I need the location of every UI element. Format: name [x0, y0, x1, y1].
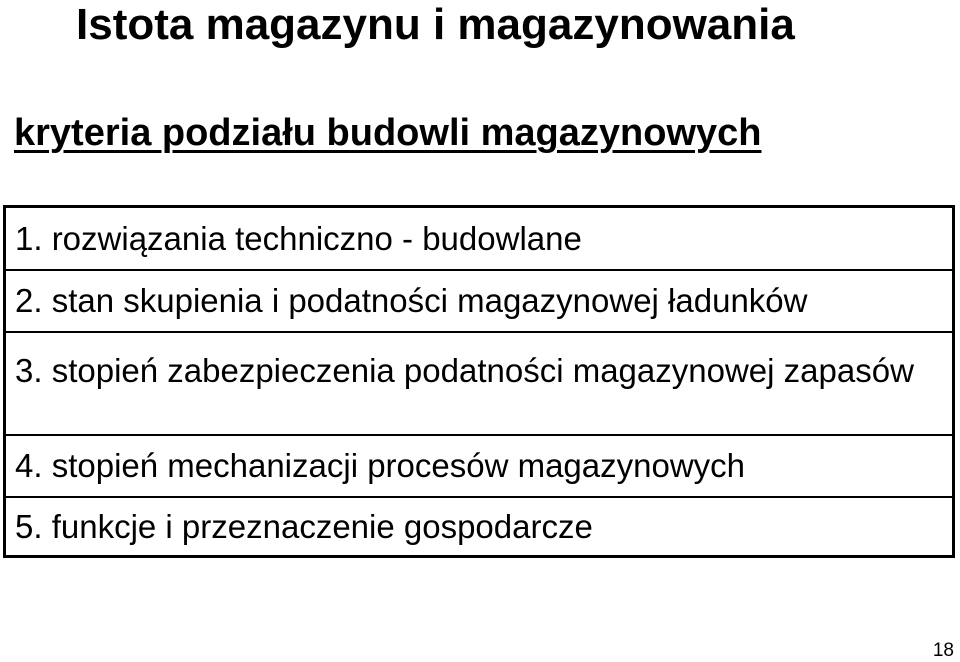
criteria-row: [6, 434, 952, 496]
page-number: 18: [932, 640, 954, 661]
criteria-row: [6, 331, 952, 434]
criteria-item-2: 2. stan skupienia i podatności magazynowej ładunków: [15, 282, 808, 319]
slide-subtitle: kryteria podziału budowli magazynowych: [14, 112, 762, 154]
criteria-item-1: 1. rozwiązania techniczno - budowlane: [15, 219, 582, 257]
criteria-item-3: 3. stopień zabezpieczenia podatności magazynowej zapasów: [15, 352, 914, 389]
criteria-table: [3, 205, 955, 558]
criteria-item-4: 4. stopień mechanizacji procesów magazynowych: [15, 447, 746, 484]
criteria-item-5: 5. funkcje i przeznaczenie gospodarcze: [15, 507, 593, 545]
criteria-row: [6, 208, 952, 269]
slide-title: Istota magazynu i magazynowania: [76, 0, 795, 49]
criteria-row: [6, 269, 952, 331]
criteria-row: [6, 496, 952, 555]
